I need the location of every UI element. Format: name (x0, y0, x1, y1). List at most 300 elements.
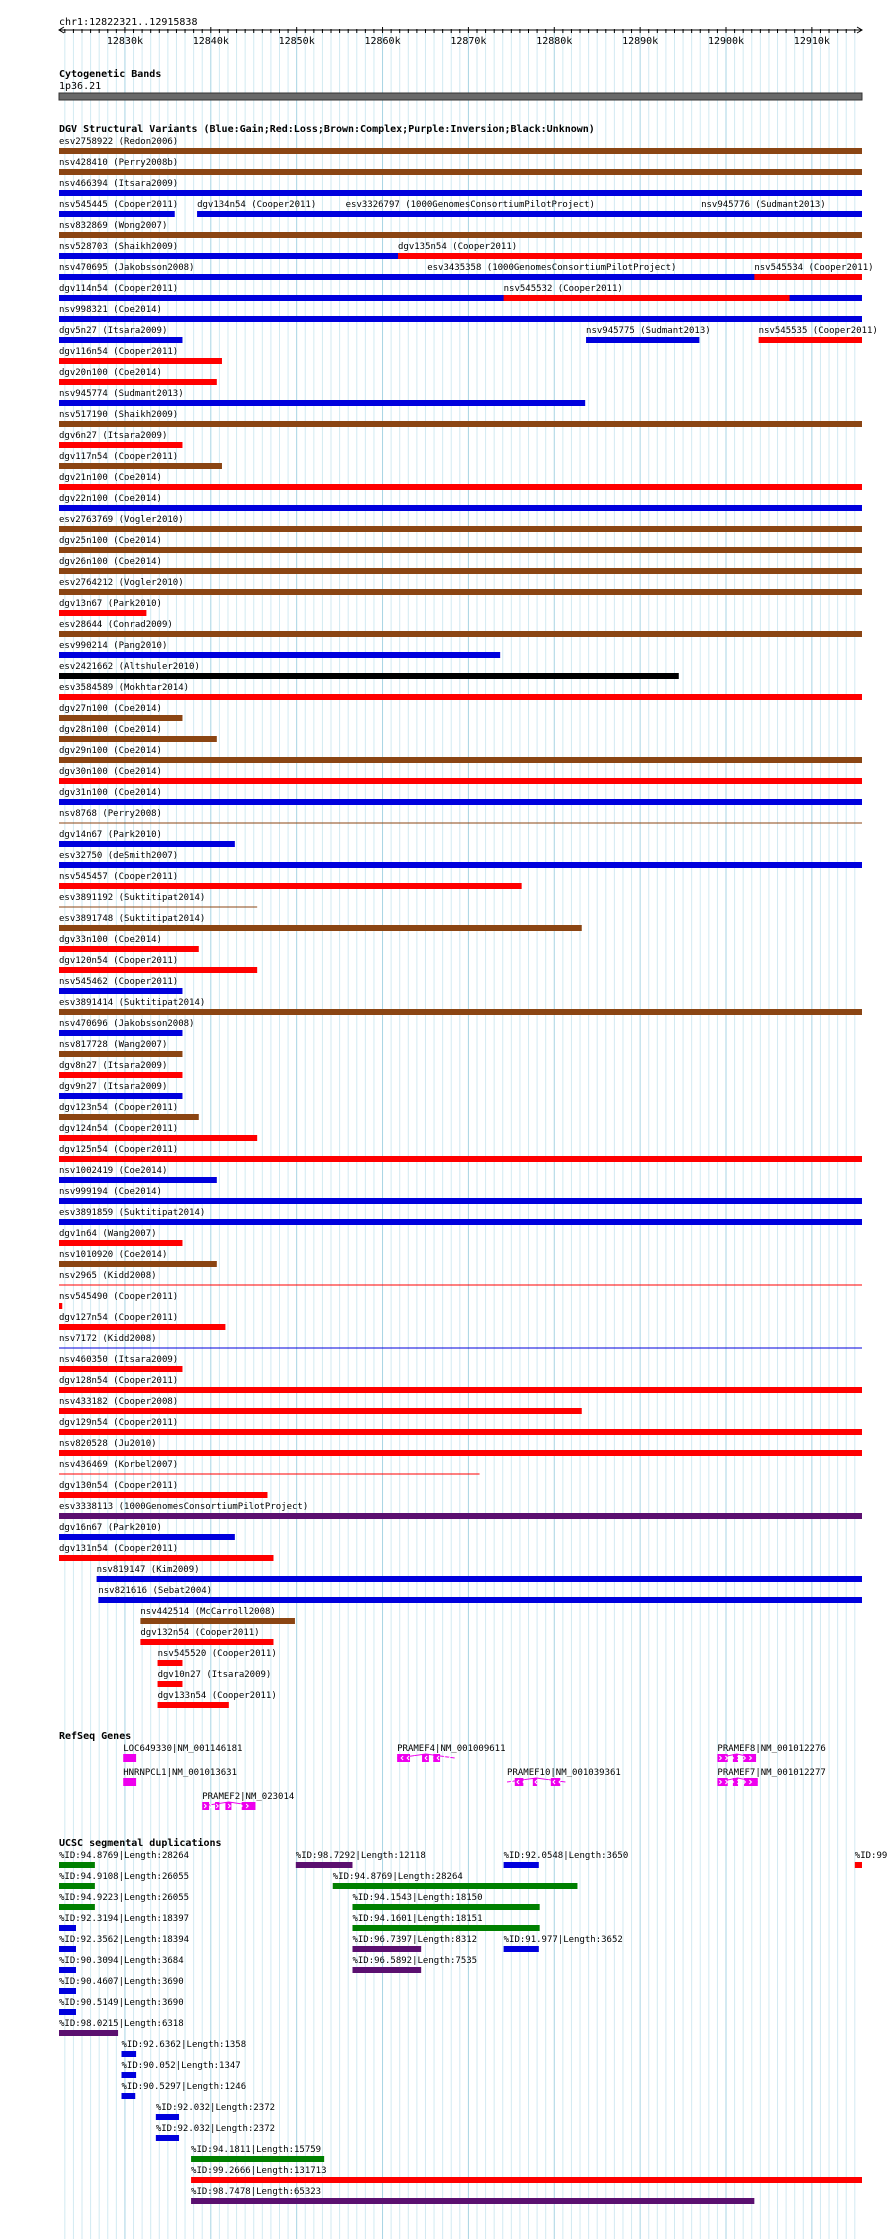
dgv-feature[interactable] (59, 1124, 257, 1141)
dgv-feature-bar[interactable] (754, 274, 862, 280)
dgv-feature-label: dgv133n54 (Cooper2011) (157, 1691, 277, 1701)
dgv-feature-bar[interactable] (59, 1030, 182, 1036)
dgv-feature-bar[interactable] (158, 1660, 183, 1666)
dgv-feature[interactable] (59, 956, 257, 973)
dgv-feature-bar[interactable] (140, 1618, 295, 1624)
dgv-feature-bar[interactable] (59, 1135, 257, 1141)
segdup-feature-label: %ID:98.7478|Length:65323 (191, 2187, 322, 2197)
dgv-feature[interactable] (59, 1040, 182, 1057)
segdup-feature-label: %ID:99 (854, 1851, 888, 1861)
refseq-gene-label: LOC649330|NM_001146181 (123, 1744, 243, 1754)
dgv-feature-bar[interactable] (140, 1639, 273, 1645)
dgv-feature[interactable] (59, 788, 862, 805)
dgv-feature[interactable] (398, 242, 862, 259)
dgv-feature-label: dgv31n100 (Coe2014) (59, 788, 162, 798)
dgv-feature-label: nsv470696 (Jakobsson2008) (59, 1019, 195, 1029)
dgv-feature-bar[interactable] (59, 1198, 862, 1204)
dgv-feature-label: nsv545462 (Cooper2011) (59, 977, 179, 987)
dgv-feature-label: dgv9n27 (Itsara2009) (59, 1082, 168, 1092)
dgv-feature-label: esv2764212 (Vogler2010) (59, 578, 184, 588)
segdup-feature[interactable] (296, 1851, 426, 1868)
dgv-feature[interactable] (97, 1565, 862, 1582)
strand-arrow-icon (419, 1756, 421, 1760)
dgv-feature-bar[interactable] (59, 841, 235, 847)
segdup-feature-bar[interactable] (59, 2009, 76, 2015)
dgv-feature[interactable] (158, 1691, 277, 1708)
dgv-feature-bar[interactable] (59, 967, 257, 973)
dgv-feature[interactable] (59, 473, 862, 490)
dgv-feature-bar[interactable] (59, 925, 582, 931)
strand-arrow-icon (541, 1780, 543, 1784)
refseq-exon[interactable] (397, 1754, 410, 1762)
dgv-feature-bar[interactable] (59, 757, 862, 763)
dgv-feature-bar[interactable] (59, 610, 146, 616)
dgv-feature[interactable] (59, 1082, 182, 1099)
dgv-feature-bar[interactable] (586, 337, 699, 343)
segdup-feature-bar[interactable] (333, 1883, 578, 1889)
segdup-feature-label: %ID:92.6362|Length:1358 (121, 2040, 247, 2050)
ruler-tick-label: 12900k (707, 36, 745, 47)
dgv-feature-label: esv32750 (deSmith2007) (59, 851, 179, 861)
dgv-feature[interactable] (59, 410, 862, 427)
dgv-feature[interactable] (59, 851, 862, 868)
dgv-feature-label: nsv545520 (Cooper2011) (157, 1649, 277, 1659)
refseq-gene[interactable] (202, 1792, 294, 1810)
segdup-feature-label: %ID:96.5892|Length:7535 (352, 1956, 478, 1966)
segdup-feature-bar[interactable] (156, 2135, 179, 2141)
segdup-feature[interactable] (191, 2145, 324, 2162)
segdup-feature-bar[interactable] (352, 1946, 421, 1952)
dgv-feature-bar[interactable] (59, 652, 500, 658)
dgv-feature-label: dgv128n54 (Cooper2011) (59, 1376, 179, 1386)
dgv-feature-label: dgv130n54 (Cooper2011) (59, 1481, 179, 1491)
dgv-feature-bar[interactable] (59, 862, 862, 868)
dgv-feature[interactable] (59, 599, 162, 616)
dgv-feature-bar[interactable] (59, 1513, 862, 1519)
dgv-feature-label: dgv22n100 (Coe2014) (59, 494, 162, 504)
dgv-feature-bar[interactable] (59, 1303, 62, 1309)
ruler-tick-label: 12860k (364, 36, 401, 47)
segdup-feature-bar[interactable] (122, 2093, 136, 2099)
dgv-feature-bar[interactable] (59, 883, 522, 889)
segdup-feature-label: %ID:92.032|Length:2372 (155, 2103, 276, 2113)
dgv-feature-bar[interactable] (59, 1051, 182, 1057)
segdup-feature-bar[interactable] (59, 1946, 76, 1952)
dgv-feature-bar[interactable] (59, 1387, 862, 1393)
dgv-feature[interactable] (59, 893, 257, 907)
segdup-feature[interactable] (59, 1935, 189, 1952)
segdup-feature[interactable] (352, 1956, 477, 1973)
segdup-feature-label: %ID:99.2666|Length:131713 (191, 2166, 327, 2176)
dgv-feature-bar[interactable] (59, 1177, 217, 1183)
dgv-feature-label: dgv134n54 (Cooper2011) (197, 200, 317, 210)
refseq-gene-label: PRAMEF8|NM_001012276 (717, 1744, 826, 1754)
refseq-exon[interactable] (123, 1754, 136, 1762)
dgv-feature[interactable] (59, 431, 182, 448)
segdup-feature[interactable] (59, 1851, 189, 1868)
dgv-feature[interactable] (59, 158, 862, 175)
dgv-feature-label: dgv26n100 (Coe2014) (59, 557, 162, 567)
cytoband-track-title: Cytogenetic Bands (59, 69, 162, 80)
dgv-feature-label: dgv5n27 (Itsara2009) (59, 326, 168, 336)
dgv-feature[interactable] (754, 263, 873, 280)
segdup-feature-bar[interactable] (59, 1904, 95, 1910)
dgv-feature-bar[interactable] (59, 337, 182, 343)
dgv-feature-label: dgv8n27 (Itsara2009) (59, 1061, 168, 1071)
dgv-feature[interactable] (59, 767, 862, 784)
coordinate-ruler[interactable] (59, 17, 862, 47)
dgv-feature-bar[interactable] (59, 1534, 235, 1540)
dgv-feature[interactable] (59, 557, 862, 574)
refseq-track-title: RefSeq Genes (59, 1731, 132, 1742)
dgv-feature[interactable] (59, 746, 862, 763)
dgv-feature-bar[interactable] (59, 694, 862, 700)
dgv-feature[interactable] (59, 830, 235, 847)
segdup-feature[interactable] (59, 1956, 184, 1973)
dgv-feature[interactable] (140, 1607, 295, 1624)
ruler-tick-label: 12890k (622, 36, 659, 47)
dgv-feature-label: dgv16n67 (Park2010) (59, 1523, 162, 1533)
dgv-feature-label: dgv28n100 (Coe2014) (59, 725, 162, 735)
refseq-exon[interactable] (515, 1778, 524, 1786)
dgv-feature-label: nsv7172 (Kidd2008) (59, 1334, 157, 1344)
dgv-feature-bar[interactable] (59, 673, 679, 679)
dgv-feature[interactable] (59, 1439, 862, 1456)
dgv-feature-label: nsv460350 (Itsara2009) (59, 1355, 179, 1365)
refseq-gene[interactable] (717, 1744, 825, 1762)
dgv-feature-label: esv990214 (Pang2010) (59, 641, 168, 651)
dgv-feature-label: dgv27n100 (Coe2014) (59, 704, 162, 714)
dgv-feature[interactable] (59, 1544, 273, 1561)
segdup-feature[interactable] (352, 1935, 477, 1952)
refseq-exon[interactable] (717, 1778, 727, 1786)
dgv-feature-bar[interactable] (59, 715, 182, 721)
dgv-feature-bar[interactable] (759, 337, 862, 343)
strand-arrow-icon (529, 1780, 531, 1784)
segdup-feature-bar[interactable] (59, 1883, 95, 1889)
segdup-feature[interactable] (122, 2040, 247, 2057)
segdup-feature[interactable] (122, 2061, 241, 2078)
segdup-feature-label: %ID:92.032|Length:2372 (155, 2124, 276, 2134)
segdup-feature-bar[interactable] (191, 2156, 324, 2162)
dgv-feature[interactable] (59, 1019, 194, 1036)
segdup-feature-bar[interactable] (504, 1862, 539, 1868)
dgv-feature-bar[interactable] (427, 274, 463, 280)
segdup-feature-bar[interactable] (122, 2051, 137, 2057)
dgv-feature-bar[interactable] (98, 1597, 862, 1603)
segdup-feature[interactable] (333, 1872, 578, 1889)
dgv-feature-label: dgv6n27 (Itsara2009) (59, 431, 168, 441)
dgv-feature-label: nsv821616 (Sebat2004) (98, 1586, 213, 1596)
dgv-feature-bar[interactable] (59, 526, 862, 532)
segdup-feature-label: %ID:92.0548|Length:3650 (503, 1851, 629, 1861)
segdup-feature-label: %ID:96.7397|Length:8312 (352, 1935, 478, 1945)
dgv-feature[interactable] (59, 326, 182, 343)
dgv-feature-label: nsv945776 (Sudmant2013) (701, 200, 826, 210)
dgv-feature-bar[interactable] (59, 1240, 182, 1246)
segdup-feature[interactable] (156, 2124, 275, 2141)
dgv-feature[interactable] (59, 1397, 582, 1414)
dgv-feature-bar[interactable] (59, 1366, 182, 1372)
dgv-feature-label: nsv999194 (Coe2014) (59, 1187, 162, 1197)
refseq-exon[interactable] (123, 1778, 136, 1786)
dgv-feature-label: esv3891859 (Suktitipat2014) (59, 1208, 206, 1218)
refseq-gene-label: PRAMEF10|NM_001039361 (507, 1768, 621, 1778)
segdup-feature-bar[interactable] (59, 1925, 76, 1931)
dgv-feature-label: dgv127n54 (Cooper2011) (59, 1313, 179, 1323)
dgv-feature-bar[interactable] (59, 463, 222, 469)
segmental-duplications-track[interactable] (59, 1837, 887, 2204)
dgv-feature[interactable] (59, 1523, 235, 1540)
dgv-feature-label: nsv545534 (Cooper2011) (754, 263, 874, 273)
dgv-feature[interactable] (59, 1313, 225, 1330)
dgv-feature-label: dgv10n27 (Itsara2009) (157, 1670, 272, 1680)
segdup-feature-bar[interactable] (59, 2030, 118, 2036)
segdup-feature[interactable] (191, 2187, 754, 2204)
dgv-feature-label: dgv129n54 (Cooper2011) (59, 1418, 179, 1428)
dgv-feature-bar[interactable] (59, 568, 862, 574)
dgv-feature-bar[interactable] (59, 1450, 862, 1456)
segdup-feature-bar[interactable] (352, 1904, 539, 1910)
dgv-feature[interactable] (140, 1628, 273, 1645)
refseq-gene[interactable] (507, 1768, 621, 1786)
dgv-feature-label: esv2763769 (Vogler2010) (59, 515, 184, 525)
segdup-feature[interactable] (59, 1893, 189, 1910)
refseq-gene[interactable] (123, 1768, 237, 1786)
dgv-feature[interactable] (59, 1208, 862, 1225)
ruler-tick-label: 12880k (536, 36, 573, 47)
dgv-feature-bar[interactable] (504, 295, 790, 301)
dgv-feature[interactable] (59, 1187, 862, 1204)
dgv-feature-bar[interactable] (59, 799, 862, 805)
strand-arrow-icon (234, 1804, 236, 1808)
dgv-feature-bar[interactable] (59, 1072, 182, 1078)
dgv-feature[interactable] (59, 452, 222, 469)
dgv-feature[interactable] (59, 1376, 862, 1393)
dgv-feature-bar[interactable] (59, 148, 862, 154)
dgv-feature-bar[interactable] (59, 778, 862, 784)
dgv-feature[interactable] (98, 1586, 862, 1603)
segdup-feature-bar[interactable] (855, 1862, 862, 1868)
dgv-feature-bar[interactable] (59, 1219, 862, 1225)
segdup-feature-bar[interactable] (504, 1946, 539, 1952)
dgv-feature-bar[interactable] (701, 211, 862, 217)
dgv-feature[interactable] (59, 809, 862, 823)
dgv-feature[interactable] (158, 1670, 272, 1687)
segdup-feature-bar[interactable] (59, 1988, 76, 1994)
dgv-feature-label: nsv545535 (Cooper2011) (758, 326, 878, 336)
dgv-feature[interactable] (59, 620, 862, 637)
dgv-feature-label: nsv8768 (Perry2008) (59, 809, 162, 819)
segdup-feature-label: %ID:90.4607|Length:3690 (59, 1977, 184, 1987)
dgv-feature-bar[interactable] (97, 1576, 862, 1582)
dgv-feature-label: dgv135n54 (Cooper2011) (397, 242, 518, 252)
dgv-feature-bar[interactable] (59, 1093, 182, 1099)
dgv-feature-bar[interactable] (59, 358, 222, 364)
dgv-feature-label: esv3326797 (1000GenomesConsortiumPilotProject) (345, 200, 595, 210)
dgv-feature[interactable] (59, 515, 862, 532)
dgv-feature[interactable] (59, 704, 182, 721)
dgv-feature[interactable] (59, 179, 862, 196)
dgv-feature[interactable] (59, 1502, 862, 1519)
dgv-feature[interactable] (59, 914, 582, 931)
dgv-feature-bar[interactable] (59, 442, 182, 448)
dgv-feature[interactable] (59, 935, 199, 952)
dgv-feature-label: dgv131n54 (Cooper2011) (59, 1544, 179, 1554)
dgv-feature-bar[interactable] (59, 1555, 273, 1561)
dgv-feature-bar[interactable] (59, 547, 862, 553)
dgv-feature-bar[interactable] (59, 1429, 862, 1435)
dgv-feature-bar[interactable] (59, 589, 862, 595)
dgv-feature[interactable] (59, 998, 862, 1015)
segdup-feature-label: %ID:98.0215|Length:6318 (59, 2019, 184, 2029)
dgv-feature-label: nsv428410 (Perry2008b) (59, 158, 179, 168)
dgv-feature-bar[interactable] (59, 169, 862, 175)
dgv-feature[interactable] (59, 1061, 182, 1078)
cytogenetic-bands-track[interactable] (59, 68, 862, 100)
dgv-feature-label: esv2758922 (Redon2006) (59, 137, 179, 147)
segdup-feature-label: %ID:94.8769|Length:28264 (59, 1851, 190, 1861)
dgv-feature[interactable] (59, 1271, 862, 1285)
segdup-feature-bar[interactable] (59, 1862, 95, 1868)
dgv-feature-bar[interactable] (158, 1681, 183, 1687)
dgv-feature[interactable] (59, 200, 178, 217)
dgv-feature-bar[interactable] (59, 505, 862, 511)
segdup-feature-bar[interactable] (191, 2198, 754, 2204)
dgv-feature-bar[interactable] (59, 988, 182, 994)
segdup-feature-bar[interactable] (352, 1925, 539, 1931)
dgv-feature-label: dgv124n54 (Cooper2011) (59, 1124, 179, 1134)
dgv-feature-bar[interactable] (346, 211, 377, 217)
dgv-feature-label: dgv114n54 (Cooper2011) (59, 284, 179, 294)
dgv-feature-bar[interactable] (59, 190, 862, 196)
dgv-feature-bar[interactable] (59, 1009, 862, 1015)
refseq-gene[interactable] (717, 1768, 825, 1786)
dgv-feature-bar[interactable] (59, 421, 862, 427)
dgv-feature-label: dgv116n54 (Cooper2011) (59, 347, 179, 357)
dgv-feature-bar[interactable] (59, 1408, 582, 1414)
segdup-feature-label: %ID:94.9108|Length:26055 (59, 1872, 190, 1882)
dgv-feature-label: nsv1010920 (Coe2014) (59, 1250, 168, 1260)
dgv-feature[interactable] (59, 1292, 178, 1309)
refseq-gene-features[interactable] (123, 1744, 826, 1810)
dgv-feature[interactable] (59, 305, 862, 322)
dgv-feature-bar[interactable] (59, 1156, 862, 1162)
dgv-feature-bar[interactable] (59, 484, 862, 490)
refseq-exon[interactable] (717, 1754, 727, 1762)
segdup-feature-bar[interactable] (59, 1967, 76, 1973)
dgv-feature[interactable] (59, 872, 522, 889)
dgv-feature-bar[interactable] (59, 1324, 225, 1330)
dgv-feature-bar[interactable] (59, 400, 585, 406)
dgv-feature-bar[interactable] (59, 211, 175, 217)
dgv-feature[interactable] (59, 1355, 182, 1372)
ruler-tick-label: 12870k (450, 36, 487, 47)
dgv-feature[interactable] (759, 326, 878, 343)
segdup-feature-label: %ID:91.977|Length:3652 (503, 1935, 623, 1945)
dgv-feature[interactable] (158, 1649, 277, 1666)
dgv-feature-label: esv28644 (Conrad2009) (59, 620, 173, 630)
dgv-feature-bar[interactable] (59, 232, 862, 238)
dgv-feature-label: dgv20n100 (Coe2014) (59, 368, 162, 378)
ruler-tick-label: 12850k (278, 36, 315, 47)
dgv-feature-label: esv3891192 (Suktitipat2014) (59, 893, 206, 903)
dgv-feature[interactable] (59, 977, 182, 994)
dgv-feature[interactable] (504, 284, 790, 301)
dgv-feature-bar[interactable] (59, 736, 217, 742)
cytoband-label: 1p36.21 (59, 81, 102, 92)
segdup-feature[interactable] (504, 1851, 629, 1868)
segdup-feature[interactable] (59, 1998, 184, 2015)
segdup-feature-bar[interactable] (296, 1862, 353, 1868)
segdup-feature-bar[interactable] (352, 1967, 421, 1973)
dgv-feature-bar[interactable] (59, 316, 862, 322)
dgv-feature-label: dgv13n67 (Park2010) (59, 599, 162, 609)
dgv-feature-bar[interactable] (398, 253, 862, 259)
cytoband-bar[interactable] (59, 93, 862, 100)
segdup-feature[interactable] (59, 2019, 184, 2036)
dgv-feature[interactable] (59, 1103, 199, 1120)
ruler-tick-labels (107, 36, 830, 47)
dgv-feature-bar[interactable] (59, 1261, 217, 1267)
refseq-gene-label: PRAMEF7|NM_001012277 (717, 1768, 826, 1778)
dgv-feature[interactable] (59, 1334, 862, 1348)
segdup-feature[interactable] (122, 2082, 247, 2099)
dgv-feature[interactable] (59, 662, 679, 679)
dgv-feature[interactable] (59, 578, 862, 595)
segdup-feature[interactable] (59, 1914, 189, 1931)
dgv-feature-label: nsv528703 (Shaikh2009) (59, 242, 179, 252)
dgv-feature-label: nsv433182 (Cooper2008) (59, 1397, 179, 1407)
segdup-feature[interactable] (59, 1977, 184, 1994)
segdup-feature[interactable] (59, 1872, 189, 1889)
refseq-gene-label: PRAMEF2|NM_023014 (202, 1792, 295, 1802)
dgv-feature-bar[interactable] (59, 379, 217, 385)
dgv-feature[interactable] (59, 1229, 182, 1246)
dgv-feature[interactable] (59, 494, 862, 511)
dgv-feature[interactable] (59, 1145, 862, 1162)
dgv-feature-bar[interactable] (59, 946, 199, 952)
dgv-feature-bar[interactable] (59, 1492, 267, 1498)
dgv-feature-bar[interactable] (59, 1114, 199, 1120)
dgv-feature-label: nsv442514 (McCarroll2008) (140, 1607, 276, 1617)
refseq-gene[interactable] (123, 1744, 242, 1762)
dgv-feature-bar[interactable] (158, 1702, 229, 1708)
segdup-feature[interactable] (191, 2166, 862, 2183)
dgv-feature-bar[interactable] (59, 631, 862, 637)
segdup-feature-bar[interactable] (191, 2177, 862, 2183)
segdup-feature-bar[interactable] (156, 2114, 179, 2120)
dgv-feature-label: nsv820528 (Ju2010) (59, 1439, 157, 1449)
dgv-feature-label: nsv545490 (Cooper2011) (59, 1292, 179, 1302)
dgv-feature[interactable] (59, 137, 862, 154)
ruler-tick-label: 12830k (106, 36, 143, 47)
dgv-feature[interactable] (59, 347, 222, 364)
segdup-feature-label: %ID:94.1543|Length:18150 (352, 1893, 483, 1903)
segdup-features[interactable] (59, 1851, 887, 2204)
dgv-feature[interactable] (59, 1418, 862, 1435)
segdup-feature[interactable] (855, 1851, 888, 1868)
dgv-feature[interactable] (586, 326, 711, 343)
segdup-track-title: UCSC segmental duplications (59, 1838, 222, 1849)
segdup-feature-bar[interactable] (122, 2072, 137, 2078)
dgv-feature[interactable] (59, 683, 862, 700)
segdup-feature[interactable] (156, 2103, 275, 2120)
dgv-feature-label: dgv30n100 (Coe2014) (59, 767, 162, 777)
dgv-feature-label: esv3891414 (Suktitipat2014) (59, 998, 206, 1008)
dgv-feature[interactable] (59, 536, 862, 553)
dgv-feature[interactable] (59, 221, 862, 238)
